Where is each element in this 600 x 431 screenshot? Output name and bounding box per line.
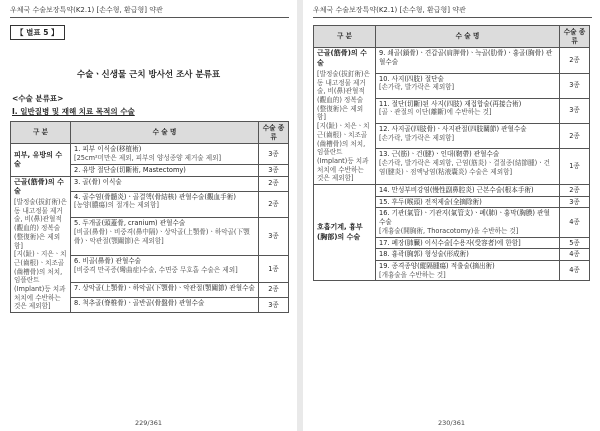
category-note: [발정술(拔釘術)은 동 내고정물 제거술, 비(鼻)관혈적(觀血的) 정복술(整復術)은 제외함] [지(趾)ㆍ치은ㆍ치근(齒根)ㆍ치조골(齒槽骨)의 처치, 임플란트(Implant)등 치과 처치에 수반하는 것은 제외함] bbox=[317, 69, 370, 183]
category-cell bbox=[314, 185, 376, 281]
header-rule bbox=[10, 17, 289, 18]
surgery-note: [손가락, 발가락은 제외함] bbox=[379, 133, 455, 142]
surgery-number: 13. bbox=[379, 150, 390, 159]
surgery-name-cell bbox=[71, 176, 259, 191]
running-header: 우체국 수술보장특약(K2.1) [손수형, 환급형] 약관 bbox=[313, 6, 466, 14]
table-row bbox=[11, 176, 289, 191]
surgery-type-cell: 4종 bbox=[560, 208, 590, 237]
surgery-name-cell bbox=[376, 149, 560, 185]
col-header-name: 수 술 명 bbox=[71, 122, 259, 144]
surgery-name: 유방 절단술(切斷術, Mastectomy) bbox=[82, 165, 186, 174]
surgery-name: 근(筋)ㆍ건(腱)ㆍ인대(靭帶) 관혈수술 bbox=[391, 150, 500, 159]
surgery-type-cell: 1종 bbox=[560, 149, 590, 185]
col-header-category: 구 분 bbox=[314, 26, 376, 48]
surgery-name-cell bbox=[376, 73, 560, 98]
surgery-type-cell: 2종 bbox=[259, 282, 289, 297]
col-header-type: 수술 종류 bbox=[560, 26, 590, 48]
surgery-name-cell bbox=[376, 260, 560, 280]
category-name: 근골(筋骨)의 수술 bbox=[14, 177, 64, 195]
surgery-name-cell bbox=[376, 185, 560, 197]
surgery-table-right bbox=[313, 25, 590, 281]
surgery-type-cell: 1종 bbox=[259, 256, 289, 283]
surgery-type-cell: 3종 bbox=[560, 73, 590, 98]
surgery-note: [비중격 만곡증(彎曲症)수술, 수면중 무호흡 수술은 제외] bbox=[74, 265, 238, 274]
surgery-type-cell: 2종 bbox=[259, 191, 289, 218]
surgery-type-cell: 2종 bbox=[560, 185, 590, 197]
surgery-type-cell: 3종 bbox=[259, 144, 289, 164]
header-rule bbox=[313, 17, 592, 18]
surgery-name: 두개골(頭蓋骨, cranium) 관혈수술 bbox=[82, 219, 186, 228]
table-header-row bbox=[11, 122, 289, 144]
surgery-name: 피부 이식술(移植術) bbox=[82, 145, 142, 154]
surgery-number: 8. bbox=[74, 298, 81, 307]
surgery-type-cell: 3종 bbox=[560, 98, 590, 123]
category-cell bbox=[11, 144, 71, 176]
col-header-name: 수 술 명 bbox=[376, 26, 560, 48]
surgery-name: 골수염(骨髓炎)ㆍ골결핵(骨結核) 관혈수술(觀血手術) bbox=[82, 192, 236, 201]
surgery-type-cell: 3종 bbox=[259, 218, 289, 256]
surgery-name-cell bbox=[376, 48, 560, 73]
surgery-name-cell bbox=[376, 249, 560, 261]
category-name: 피부, 유방의 수술 bbox=[14, 150, 63, 168]
surgery-note: [손가락, 발가락은 제외함] bbox=[379, 83, 455, 92]
surgery-number: 7. bbox=[74, 283, 81, 292]
surgery-type-cell: 4종 bbox=[560, 249, 590, 261]
col-header-type: 수술 종류 bbox=[259, 122, 289, 144]
surgery-name: 기관(氣管)ㆍ기관지(氣管支)ㆍ폐(肺)ㆍ흉막(胸膜) 관혈수술 bbox=[379, 209, 550, 227]
surgery-name: 사지골(四肢骨)ㆍ사지관절(四肢關節) 관혈수술 bbox=[391, 124, 527, 133]
surgery-number: 11. bbox=[379, 99, 390, 108]
category-note: [발정술(拔釘術)은 동 내고정물 제거술, 비(鼻)관혈적(觀血的) 정복술(整復術)은 제외함] [지(趾)ㆍ지은ㆍ치근(齒根)ㆍ치조골(齒槽骨)의 처치, 임플란트(Implant)등 치과 처치에 수반하는 것은 제외함] bbox=[14, 197, 67, 311]
surgery-type-cell: 2종 bbox=[560, 48, 590, 73]
surgery-name-cell bbox=[376, 196, 560, 208]
surgery-name-cell bbox=[71, 191, 259, 218]
surgery-note: [개흉술을 수반하는 것] bbox=[379, 270, 446, 279]
surgery-number: 6. bbox=[74, 257, 81, 266]
surgery-name: 종격종양(縱隔腫瘍) 적출술(摘出術) bbox=[391, 261, 495, 270]
surgery-name: 비골(鼻骨) 관혈수술 bbox=[82, 257, 142, 266]
surgery-name: 만성부비강염(慢性副鼻腔炎) 근본수술(根本手術) bbox=[391, 186, 534, 195]
surgery-name-cell bbox=[71, 164, 259, 176]
surgery-name-cell bbox=[376, 98, 560, 123]
surgery-number: 15. bbox=[379, 197, 390, 206]
surgery-type-cell: 5종 bbox=[560, 237, 590, 249]
category-name: 호흡기계, 흉부(胸部)의 수술 bbox=[317, 223, 363, 241]
surgery-name-cell bbox=[71, 282, 259, 297]
surgery-note: [25cm²미만은 제외, 피부의 양성종양 제거술 제외] bbox=[74, 154, 222, 163]
subsection-heading: Ⅰ. 일반질병 및 재해 치료 목적의 수술 bbox=[12, 107, 135, 116]
surgery-number: 9. bbox=[379, 49, 386, 58]
surgery-number: 16. bbox=[379, 209, 390, 218]
surgery-number: 1. bbox=[74, 145, 81, 154]
surgery-number: 10. bbox=[379, 74, 390, 83]
table-header-row bbox=[314, 26, 590, 48]
page-number: 229/361 bbox=[134, 419, 162, 427]
surgery-number: 5. bbox=[74, 219, 81, 228]
surgery-name-cell bbox=[71, 144, 259, 164]
page-title: 수술ㆍ신생물 근치 방사선 조사 분류표 bbox=[76, 70, 221, 80]
surgery-type-cell: 3종 bbox=[259, 297, 289, 312]
surgery-number: 14. bbox=[379, 186, 390, 195]
surgery-number: 3. bbox=[74, 177, 81, 186]
surgery-name: 사지(四肢) 절단술 bbox=[391, 74, 444, 83]
surgery-type-cell: 4종 bbox=[560, 260, 590, 280]
surgery-name: 쇄골(鎖骨)ㆍ견갑골(肩胛骨)ㆍ늑골(肋骨)ㆍ흉골(胸骨) 관혈수술 bbox=[379, 49, 553, 67]
surgery-number: 17. bbox=[379, 238, 390, 247]
surgery-note: [개흉술(開胸術, Thoracotomy)을 수반하는 것] bbox=[379, 226, 519, 235]
category-name: 근골(筋骨)의 수술 bbox=[317, 49, 367, 67]
surgery-type-cell: 3종 bbox=[560, 196, 590, 208]
surgery-name: 흉곽(胸郭) 형성술(形成術) bbox=[391, 250, 469, 259]
section-heading: <수술 분류표> bbox=[12, 94, 64, 103]
surgery-name-cell bbox=[376, 208, 560, 237]
surgery-name: 척추골(脊椎骨)ㆍ골반골(骨盤骨) 관혈수술 bbox=[82, 298, 205, 307]
table-row bbox=[11, 144, 289, 164]
surgery-table-left bbox=[10, 121, 289, 313]
surgery-type-cell: 3종 bbox=[259, 164, 289, 176]
surgery-name-cell bbox=[71, 218, 259, 256]
surgery-number: 4. bbox=[74, 192, 81, 201]
col-header-category: 구 분 bbox=[11, 122, 71, 144]
right-page bbox=[303, 0, 600, 431]
annex-label: 【 별표 5 】 bbox=[10, 25, 65, 40]
surgery-note: [농양(膿瘍)의 절개는 제외함] bbox=[74, 201, 159, 210]
left-page bbox=[0, 0, 297, 431]
surgery-name: 상악골(上顎骨)ㆍ하악골(下顎骨)ㆍ악관절(顎關節) 관혈수술 bbox=[82, 283, 255, 292]
surgery-type-cell: 2종 bbox=[259, 176, 289, 191]
table-row bbox=[314, 48, 590, 73]
running-header: 우체국 수술보장특약(K2.1) [손수형, 환급형] 약관 bbox=[10, 6, 163, 14]
surgery-number: 18. bbox=[379, 250, 390, 259]
surgery-name-cell bbox=[376, 237, 560, 249]
surgery-number: 2. bbox=[74, 165, 81, 174]
surgery-name-cell bbox=[71, 297, 259, 312]
surgery-note: [손가락, 발가락은 제외함, 근염(筋炎)ㆍ결절종(結節腫)ㆍ건염(腱炎)ㆍ점액낭염(粘液囊炎) 수술은 제외함] bbox=[379, 158, 550, 176]
surgery-name-cell bbox=[376, 123, 560, 148]
surgery-note: [비골(鼻骨)ㆍ비중격(鼻中隔)ㆍ상악골(上顎骨)ㆍ하악골(下顎骨)ㆍ악관절(顎關節)은 제외함] bbox=[74, 227, 250, 245]
category-cell bbox=[11, 176, 71, 313]
surgery-name: 후두(喉頭) 전적제술(全摘除術) bbox=[391, 197, 482, 206]
surgery-name: 골(骨) 이식술 bbox=[82, 177, 122, 186]
category-cell bbox=[314, 48, 376, 185]
surgery-note: [골ㆍ관절의 이단(離斷)에 수반하는 것] bbox=[379, 108, 492, 117]
surgery-name: 절단(切斷)된 사지(四肢) 재접합술(再接合術) bbox=[391, 99, 522, 108]
table-row bbox=[314, 185, 590, 197]
surgery-number: 12. bbox=[379, 124, 390, 133]
page-number: 230/361 bbox=[437, 419, 465, 427]
surgery-type-cell: 2종 bbox=[560, 123, 590, 148]
surgery-number: 19. bbox=[379, 261, 390, 270]
surgery-name: 폐장(肺臟) 이식수술[수용자(受容者)에 한함] bbox=[391, 238, 521, 247]
surgery-name-cell bbox=[71, 256, 259, 283]
